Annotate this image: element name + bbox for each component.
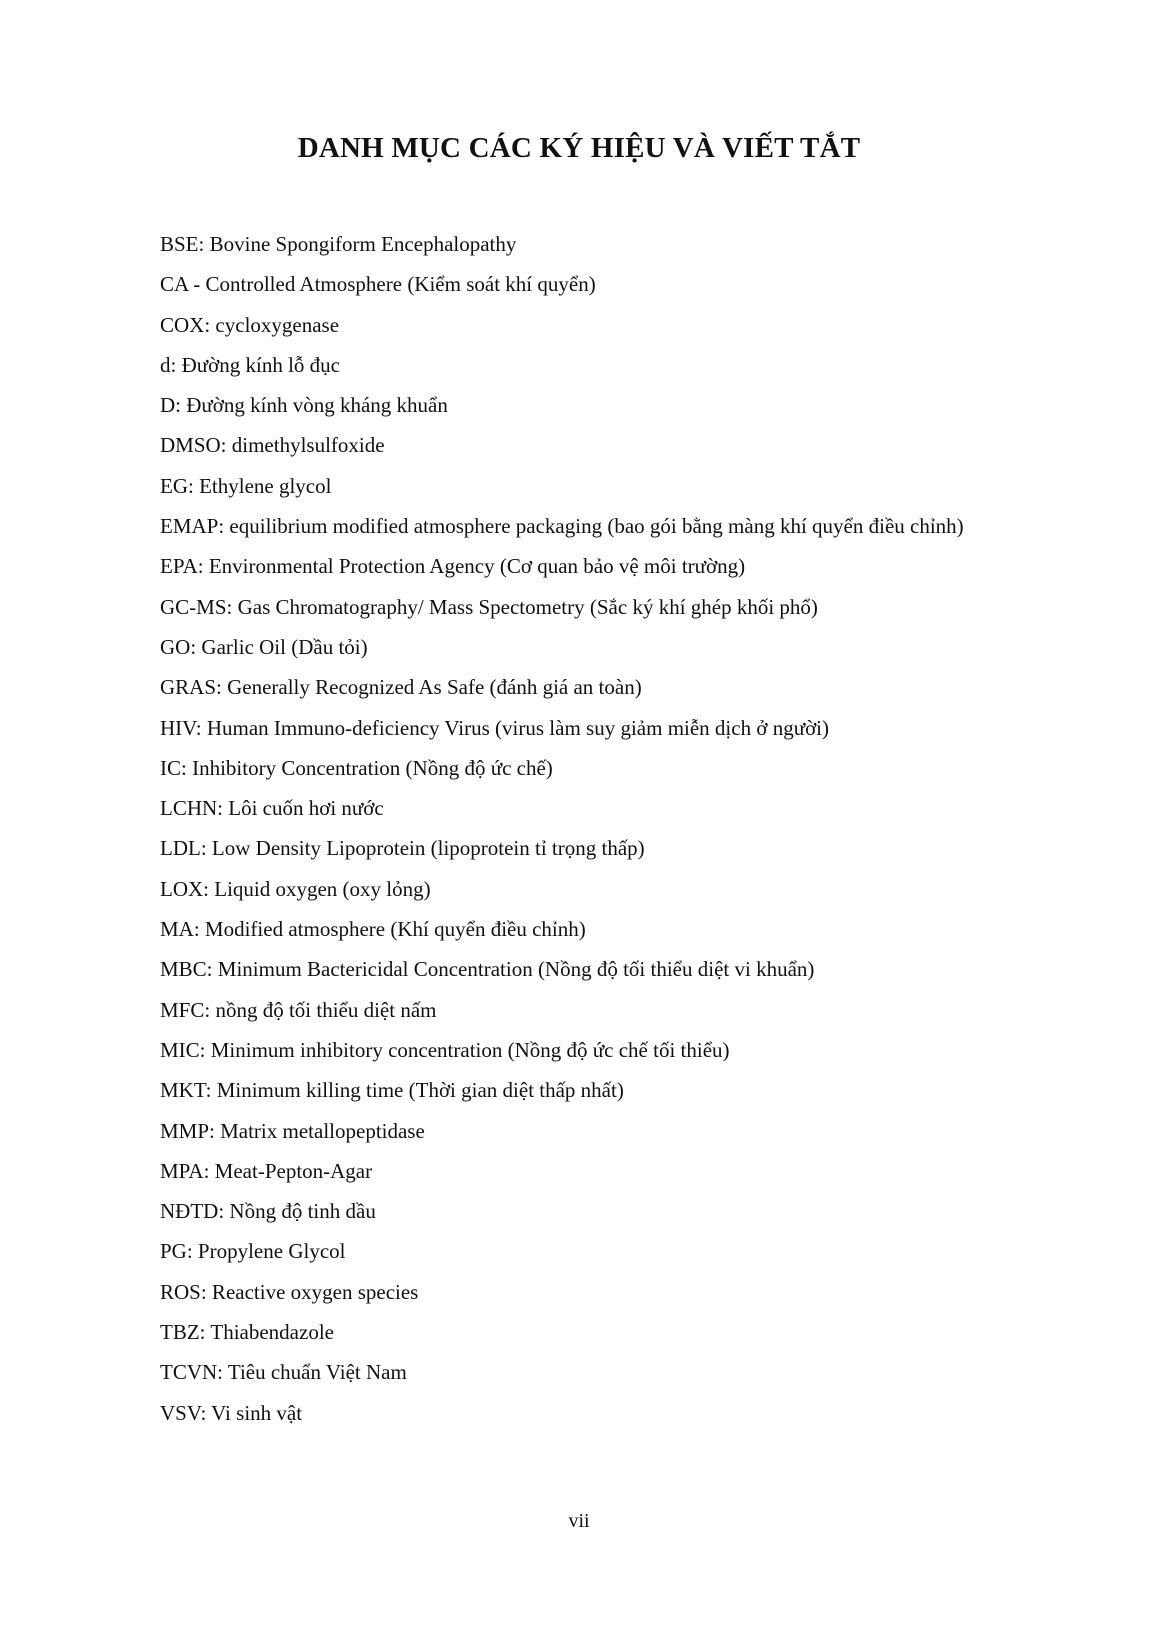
- list-item-gc-ms: GC-MS: Gas Chromatography/ Mass Spectometry (Sắc ký khí ghép khối phổ): [160, 594, 818, 619]
- list-item-ca: CA - Controlled Atmosphere (Kiểm soát khí quyển): [160, 272, 596, 297]
- list-item-d-upper: D: Đường kính vòng kháng khuẩn: [160, 393, 448, 418]
- list-item-tcvn: TCVN: Tiêu chuẩn Việt Nam: [160, 1360, 407, 1385]
- list-item-mpa: MPA: Meat-Pepton-Agar: [160, 1158, 373, 1183]
- list-item-tbz: TBZ: Thiabendazole: [160, 1320, 334, 1345]
- list-item-eg: EG: Ethylene glycol: [160, 473, 332, 498]
- list-item-dmso: DMSO: dimethylsulfoxide: [160, 433, 385, 458]
- abbreviation-list: [160, 224, 1010, 1433]
- list-item-gras: GRAS: Generally Recognized As Safe (đánh giá an toàn): [160, 675, 642, 700]
- list-item-cox: COX: cycloxygenase: [160, 312, 340, 337]
- list-item-ldl: LDL: Low Density Lipoprotein (lipoprotein tỉ trọng thấp): [160, 836, 645, 861]
- page-title: DANH MỤC CÁC KÝ HIỆU VÀ VIẾT TẮT: [297, 132, 861, 164]
- list-item-mic: MIC: Minimum inhibitory concentration (Nồng độ ức chế tối thiểu): [160, 1037, 730, 1062]
- list-item-lchn: LCHN: Lôi cuốn hơi nước: [160, 796, 384, 821]
- list-item-ic: IC: Inhibitory Concentration (Nồng độ ức chế): [160, 755, 553, 780]
- list-item-lox: LOX: Liquid oxygen (oxy lỏng): [160, 876, 431, 901]
- list-item-hiv: HIV: Human Immuno-deficiency Virus (virus làm suy giảm miễn dịch ở người): [160, 715, 830, 740]
- list-item-go: GO: Garlic Oil (Dầu tỏi): [160, 634, 368, 659]
- list-item-epa: EPA: Environmental Protection Agency (Cơ quan bảo vệ môi trường): [160, 554, 746, 579]
- list-item-ros: ROS: Reactive oxygen species: [160, 1279, 419, 1304]
- list-item-mfc: MFC: nồng độ tối thiểu diệt nấm: [160, 997, 437, 1022]
- list-item-mmp: MMP: Matrix metallopeptidase: [160, 1118, 425, 1143]
- list-item-vsv: VSV: Vi sinh vật: [160, 1400, 303, 1425]
- list-item-ndtd: NĐTD: Nồng độ tinh dầu: [160, 1199, 376, 1224]
- list-item-emap: EMAP: equilibrium modified atmosphere packaging (bao gói bằng màng khí quyển điều chỉnh): [160, 514, 964, 539]
- list-item-ma: MA: Modified atmosphere (Khí quyển điều chỉnh): [160, 917, 586, 942]
- list-item-pg: PG: Propylene Glycol: [160, 1239, 346, 1264]
- list-item-mbc: MBC: Minimum Bactericidal Concentration (Nồng độ tối thiểu diệt vi khuẩn): [160, 957, 815, 982]
- list-item-mkt: MKT: Minimum killing time (Thời gian diệt thấp nhất): [160, 1078, 624, 1103]
- list-item-d-lower: d: Đường kính lỗ đục: [160, 352, 340, 377]
- page-number: vii: [568, 1510, 590, 1532]
- list-item-bse: BSE: Bovine Spongiform Encephalopathy: [160, 232, 517, 256]
